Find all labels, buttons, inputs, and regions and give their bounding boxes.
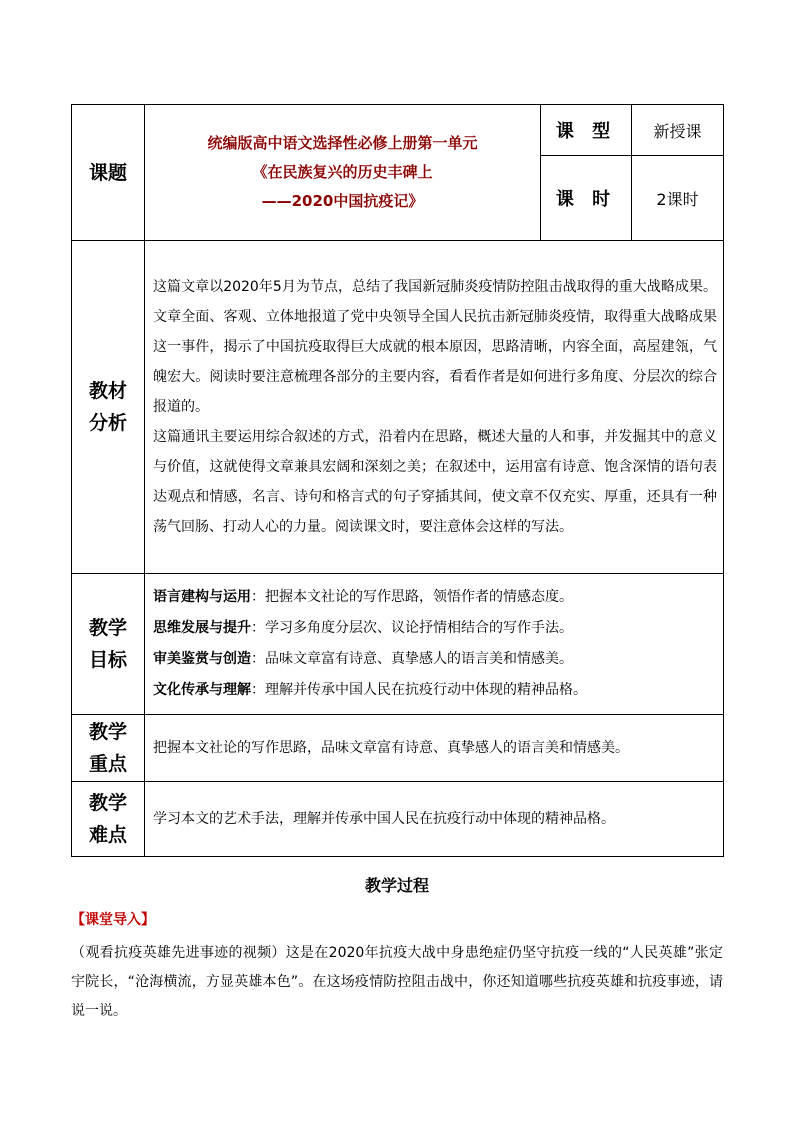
difficult-points-label [72,782,145,857]
analysis-label [72,241,145,574]
lesson-plan-table [71,104,724,857]
goal-item [153,613,717,644]
title-line-1: 统编版高中语文选择性必修上册第一单元 [207,134,478,152]
type-value: 新授课 [632,105,724,156]
goal-text: ：学习多角度分层次、议论抒情相结合的写作手法。 [251,620,573,636]
goal-key: 审美鉴赏与创造 [153,651,251,667]
key-points-label [72,715,145,782]
analysis-label-line-2: 分析 [88,412,127,434]
title-line-3: ——2020中国抗疫记》 [261,192,424,210]
analysis-paragraph-1: 这篇文章以2020年5月为节点，总结了我国新冠肺炎疫情防控阻击战取得的重大战略成果。文章全面、客观、立体地报道了党中央领导全国人民抗击新冠肺炎疫情，取得重大战略成果这一事件，揭示了中国抗疫取得巨大成就的根本原因，思路清晰，内容全面，高屋建瓴，气魄宏大。阅读时要注意梳理各部分的主要内容，看看作者是如何进行多角度、分层次的综合报道的。 [153,279,717,415]
process-title: 教学过程 [364,876,429,895]
difficult-points-content: 学习本文的艺术手法，理解并传承中国人民在抗疫行动中体现的精神品格。 [145,782,724,857]
goals-label-line-2: 目标 [88,649,127,671]
analysis-paragraph-2: 这篇通讯主要运用综合叙述的方式，沿着内在思路，概述大量的人和事，并发掘其中的意义与价值，这就使得文章兼具宏阔和深刻之美；在叙述中，运用富有诗意、饱含深情的语句表达观点和情感，名言、诗句和格言式的句子穿插其间，使文章不仅充实、厚重，还具有一种荡气回肠、打动人心的力量。阅读课文时，要注意体会这样的写法。 [153,429,717,535]
goal-text: ：把握本文社论的写作思路，领悟作者的情感态度。 [251,589,573,605]
goal-key: 思维发展与提升 [153,620,251,636]
hours-label: 课 时 [541,156,632,241]
type-label: 课 型 [541,105,632,156]
title-line-2: 《在民族复兴的历史丰碑上 [252,163,433,181]
hours-value: 2课时 [632,156,724,241]
intro-label: 【课堂导入】 [71,912,155,928]
goal-item [153,675,717,706]
lesson-title [145,105,541,241]
goal-key: 语言建构与运用 [153,589,251,605]
goal-item [153,644,717,675]
difficult-label-line-2: 难点 [88,824,127,846]
topic-label: 课题 [72,105,145,241]
key-points-content: 把握本文社论的写作思路，品味文章富有诗意、真挚感人的语言美和情感美。 [145,715,724,782]
goals-label [72,574,145,715]
key-label-line-1: 教学 [88,721,127,743]
analysis-label-line-1: 教材 [88,380,127,402]
goal-text: ：品味文章富有诗意、真挚感人的语言美和情感美。 [251,651,573,667]
key-label-line-2: 重点 [88,753,127,775]
analysis-content [145,241,724,574]
difficult-label-line-1: 教学 [88,792,127,814]
goals-label-line-1: 教学 [88,617,127,639]
goal-key: 文化传承与理解 [153,682,251,698]
goal-text: ：理解并传承中国人民在抗疫行动中体现的精神品格。 [251,682,587,698]
goals-content [145,574,724,715]
intro-text: （观看抗疫英雄先进事迹的视频）这是在2020年抗疫大战中身患绝症仍坚守抗疫一线的“人民英雄”张定宇院长，“沧海横流，方显英雄本色”。在这场疫情防控阻击战中，你还知道哪些抗疫英雄和抗疫事迹，请说一说。 [71,945,723,1019]
goal-item [153,582,717,613]
